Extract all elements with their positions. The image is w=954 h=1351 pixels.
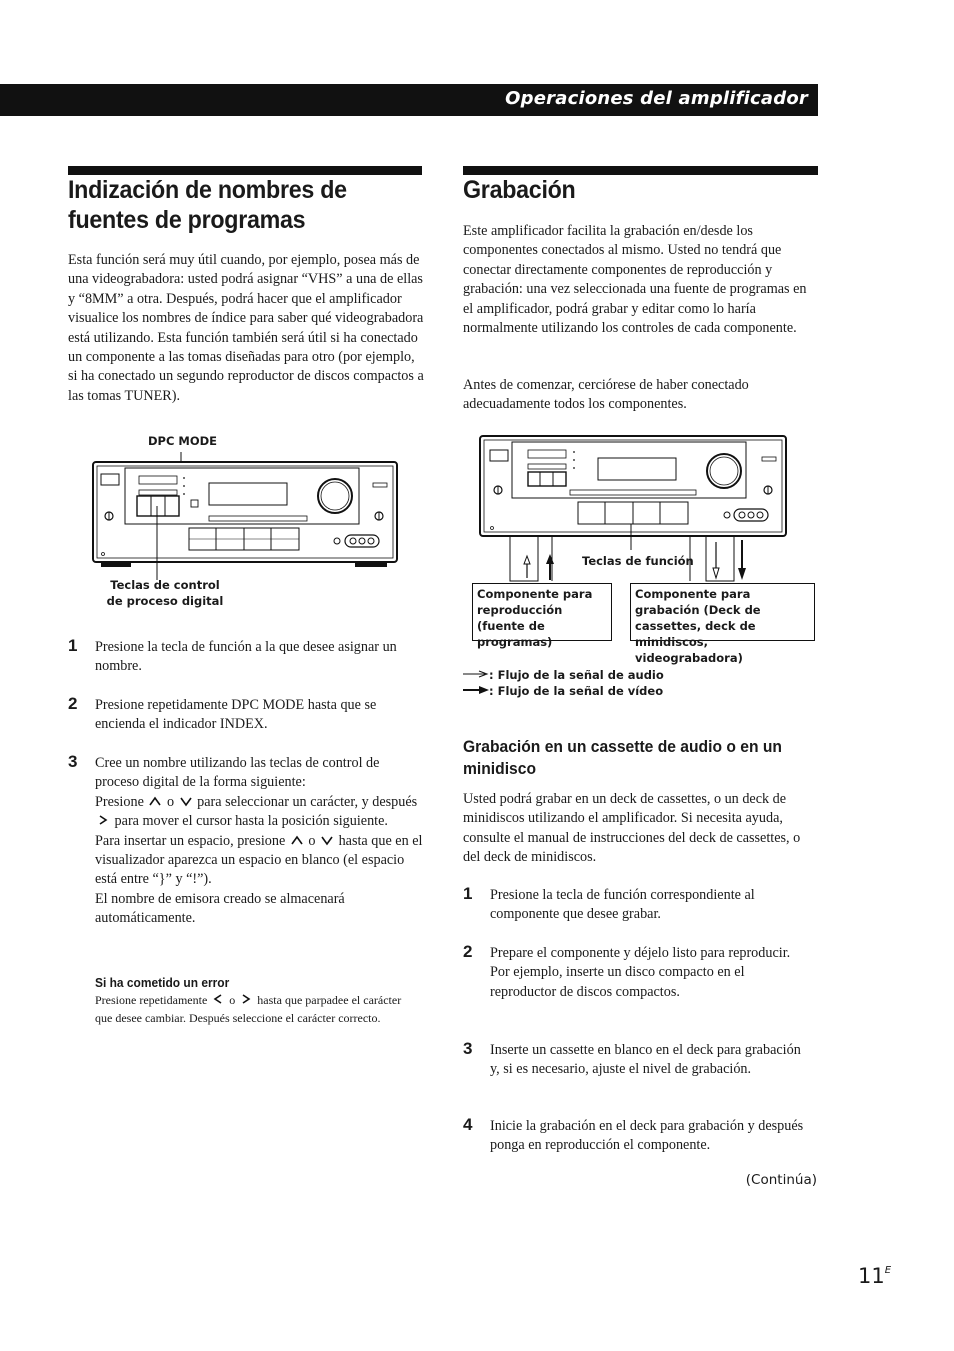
- right-step-3: 3 Inserte un cassette en blanco en el deck para grabación y, si es necesario, ajuste el nivel de grabación.: [463, 1039, 801, 1078]
- left-step-1: 1 Presione la tecla de función a la que desee asignar un nombre.: [68, 636, 397, 675]
- legend-audio: : Flujo de la señal de audio: [463, 667, 664, 683]
- right-intro-1: Este amplificador facilita la grabación en/desde los componentes conectados al mismo. Usted no tendrá que conectar directamente componentes de reproducción y grabación: una vez seleccionada una fuente de programas en el amplificador, podrá grabar y editar como lo haría normalmente utilizando los controles de cada componente.: [463, 223, 807, 337]
- chevron-right-icon: [238, 993, 254, 1005]
- error-note-text: Presione repetidamente o hasta que parpadee el carácter que desee cambiar. Después seleccione el carácter correcto.: [95, 993, 402, 1025]
- right-title: Grabación: [463, 176, 576, 204]
- box-playback-component: Componente para reproducción (fuente de programas): [472, 583, 612, 641]
- chevron-up-icon: [147, 794, 163, 806]
- right-step-2: 2 Prepare el componente y déjelo listo para reproducir. Por ejemplo, inserte un disco compacto en el reproductor de discos compactos.: [463, 942, 791, 1000]
- left-intro: Esta función será muy útil cuando, por ejemplo, posea más de una videograbadora: usted podrá asignar “VHS” a una de ellas y “8MM” a otra. Después, podrá hacer que el amplificador visualice los nombres de índice para saber qué videograbadora está utilizando. Esta función también será útil si ha conectado un componente a las tomas diseñadas para otro (por ejemplo, si ha conectado un segundo reproductor de discos compactos a las tomas TUNER).: [68, 252, 424, 404]
- label-digital-control-keys: Teclas de control de proceso digital: [106, 578, 224, 608]
- right-step-4: 4 Inicie la grabación en el deck para grabación y después ponga en reproducción el componente.: [463, 1115, 804, 1154]
- page-number: $11^E$: [858, 1264, 892, 1288]
- section-title: Operaciones del amplificador: [505, 88, 808, 109]
- subsection-title: Grabación en un cassette de audio o en un minidisco: [463, 737, 782, 778]
- chevron-down-icon: [319, 833, 335, 845]
- left-step-3: 3 Cree un nombre utilizando las teclas de control de proceso digital de la forma siguiente: Presione o para seleccionar un carácter, y después para mover el cursor hasta la posición siguiente. Para insertar un espacio, presione o hasta que en el visualizador aparezca un espacio en blanco (el espacio está entre “}” y “!”). El nombre de emisora creado se almacenará automáticamente.: [68, 752, 423, 927]
- chevron-up-icon: [289, 833, 305, 845]
- error-note-title: Si ha cometido un error: [95, 975, 230, 990]
- subsection-intro: Usted podrá grabar en un deck de cassettes, o un deck de minidiscos utilizando el amplificador. Si necesita ayuda, consulte el manual de instrucciones del deck de cassettes, o del deck de minidiscos.: [463, 791, 801, 866]
- video-flow-arrow-icon: [463, 686, 489, 694]
- right-intro-2: Antes de comenzar, cerciórese de haber conectado adecuadamente todos los componentes.: [463, 377, 749, 413]
- chevron-right-icon: [95, 813, 111, 825]
- audio-flow-arrow-icon: [463, 670, 489, 678]
- left-step-2: 2 Presione repetidamente DPC MODE hasta que se encienda el indicador INDEX.: [68, 694, 377, 733]
- section-header-bar: [0, 84, 818, 116]
- amplifier-figure-left: [85, 448, 405, 583]
- legend-video: : Flujo de la señal de vídeo: [463, 683, 663, 699]
- label-function-keys: Teclas de función: [582, 554, 694, 568]
- left-title-rule: [68, 166, 422, 175]
- continues-note: (Continúa): [745, 1172, 817, 1188]
- chevron-down-icon: [178, 794, 194, 806]
- left-title: Indización de nombres de fuentes de programas: [68, 176, 347, 234]
- label-dpc-mode: DPC MODE: [148, 434, 218, 448]
- box-recording-component: Componente para grabación (Deck de cassettes, deck de minidiscos, videograbadora): [630, 583, 815, 641]
- right-step-1: 1 Presione la tecla de función correspondiente al componente que desee grabar.: [463, 884, 755, 923]
- right-title-rule: [463, 166, 818, 175]
- chevron-left-icon: [210, 993, 226, 1005]
